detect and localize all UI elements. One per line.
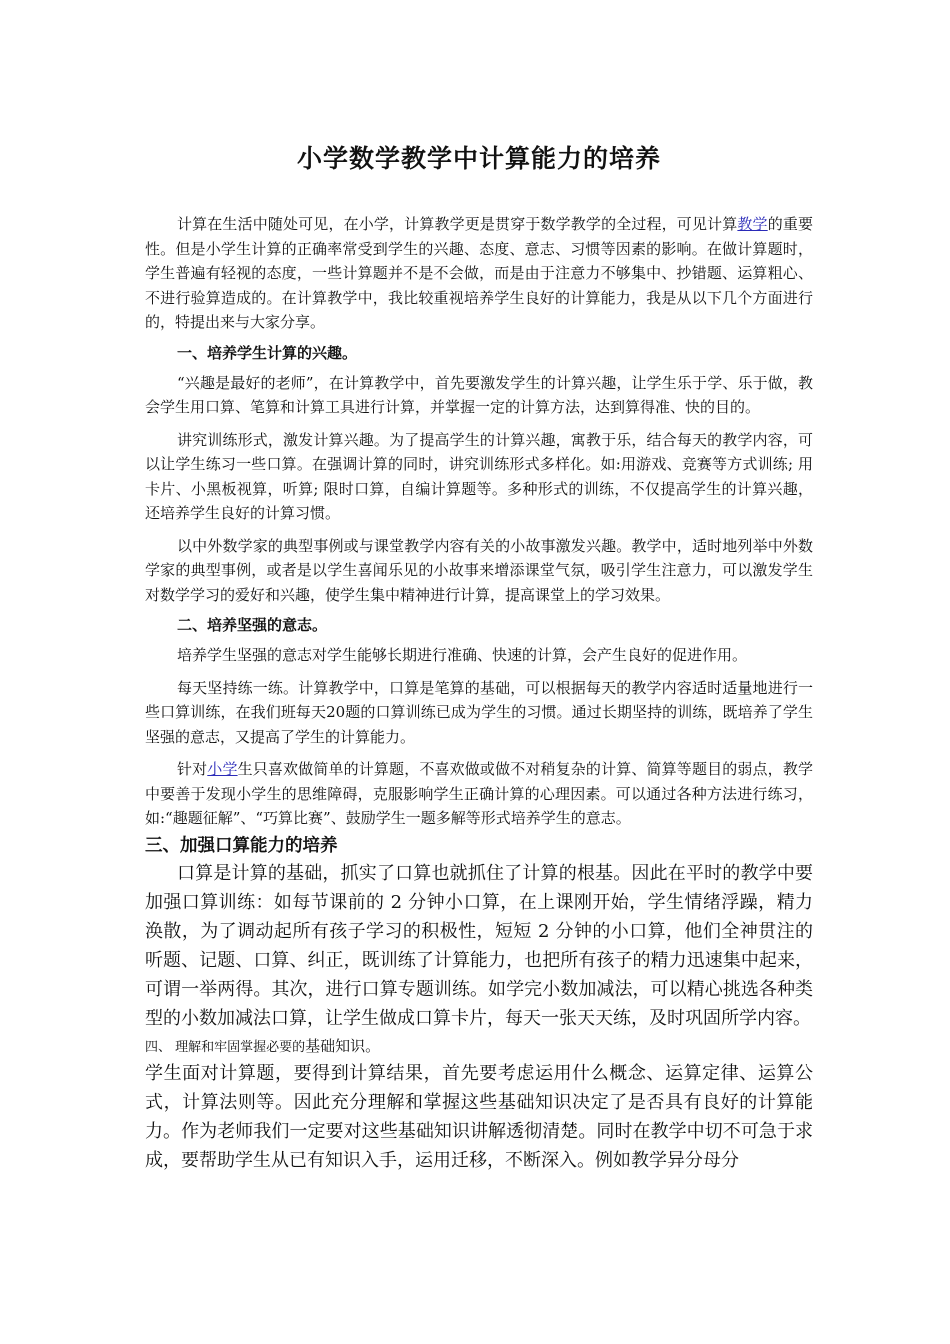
- intro-paragraph: [145, 212, 813, 335]
- section4-heading: [145, 1035, 813, 1059]
- section1-paragraph-1: “兴趣是最好的老师”，在计算教学中，首先要激发学生的计算兴趣，让学生乐于学、乐于做，教会学生用口算、笔算和计算工具进行计算，并掌握一定的计算方法，达到算得准、快的目的。: [145, 373, 813, 416]
- section4-heading-big: 基础知识。: [305, 1036, 381, 1055]
- section1-paragraph-3: 以中外数学家的典型事例或与课堂教学内容有关的小故事激发兴趣。教学中，适时地列举中外数学家的典型事例，或者是以学生喜闻乐见的小故事来增添课堂气氛，吸引学生注意力，可以激发学生对数学学习的爱好和兴趣，使学生集中精神进行计算，提高课堂上的学习效果。: [145, 536, 813, 604]
- link-xiaoxue[interactable]: 小学: [207, 760, 238, 778]
- section2-paragraph-1: 培养学生坚强的意志对学生能够长期进行准确、快速的计算，会产生良好的促进作用。: [177, 646, 748, 664]
- section2-heading: 二、培养坚强的意志。: [177, 616, 328, 634]
- section3-heading: 三、加强口算能力的培养: [145, 835, 338, 856]
- section2-p3-start: 针对: [177, 760, 208, 778]
- section2-paragraph-3: [145, 757, 813, 831]
- intro-text-start: 计算在生活中随处可见，在小学，计算教学更是贯穿于数学教学的全过程，可见计算: [177, 215, 738, 233]
- section4-heading-small: 四、 理解和牢固掌握必要的: [145, 1039, 306, 1055]
- document-title: 小学数学教学中计算能力的培养: [296, 144, 661, 173]
- section2-paragraph-2: 每天坚持练一练。计算教学中，口算是笔算的基础，可以根据每天的教学内容适时适量地进行一些口算训练，在我们班每天20题的口算训练已成为学生的习惯。通过长期坚持的训练，既培养了学生坚强的意志，又提高了学生的计算能力。: [145, 678, 813, 746]
- intro-text-end: 的重要性。但是小学生计算的正确率常受到学生的兴趣、态度、意志、习惯等因素的影响。在做计算题时，学生普遍有轻视的态度，一些计算题并不是不会做，而是由于注意力不够集中、抄错题、运算粗心、不进行验算造成的。在计算教学中，我比较重视培养学生良好的计算能力，我是从以下几个方面进行的，特提出来与大家分享。: [145, 215, 813, 331]
- section3-paragraph-1: 口算是计算的基础，抓实了口算也就抓住了计算的根基。因此在平时的教学中要加强口算训练：如每节课前的 2 分钟小口算，在上课刚开始，学生情绪浮躁，精力涣散，为了调动起所有孩子学习的积极性，短短 2 分钟的小口算，他们全神贯注的听题、记题、口算、纠正，既训练了计算能力，也把所有孩子的精力迅速集中起来，可谓一举两得。其次，进行口算专题训练。如学完小数加减法，可以精心挑选各种类型的小数加减法口算，让学生做成口算卡片，每天一张天天练，及时巩固所学内容。: [145, 862, 813, 1029]
- section4-paragraph-1: 学生面对计算题，要得到计算结果，首先要考虑运用什么概念、运算定律、运算公式，计算法则等。因此充分理解和掌握这些基础知识决定了是否具有良好的计算能力。作为老师我们一定要对这些基础知识讲解透彻清楚。同时在教学中切不可急于求成，要帮助学生从已有知识入手，运用迁移，不断深入。例如教学异分母分: [145, 1062, 813, 1171]
- section1-paragraph-2: 讲究训练形式，激发计算兴趣。为了提高学生的计算兴趣，寓教于乐，结合每天的教学内容，可以让学生练习一些口算。在强调计算的同时，讲究训练形式多样化。如:用游戏、竞赛等方式训练; 用卡片、小黑板视算，听算; 限时口算，自编计算题等。多种形式的训练，不仅提高学生的计算兴趣，还培养学生良好的计算习惯。: [145, 430, 813, 522]
- section2-p3-end: 生只喜欢做简单的计算题，不喜欢做或做不对稍复杂的计算、简算等题目的弱点，教学中要善于发现小学生的思维障碍，克服影响学生正确计算的心理因素。可以通过各种方法进行练习，如:“趣题征解”、“巧算比赛”、鼓励学生一题多解等形式培养学生的意志。: [145, 760, 813, 827]
- section1-heading: 一、培养学生计算的兴趣。: [177, 343, 358, 362]
- link-jiaoxue[interactable]: 教学: [737, 215, 768, 233]
